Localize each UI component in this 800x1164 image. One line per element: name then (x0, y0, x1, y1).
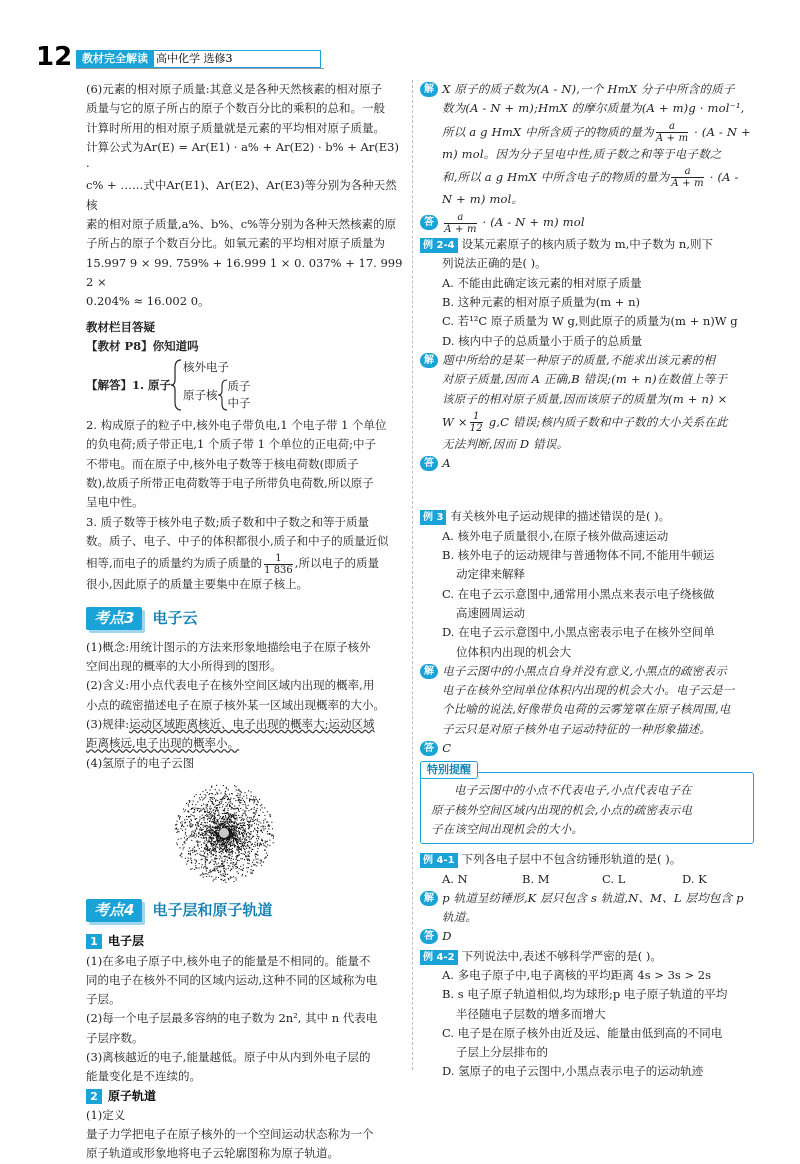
underlined-rule: 运动区域距离核近、电子出现的概率大;运动区域 (129, 717, 375, 732)
subsection-heading (86, 1087, 404, 1106)
question-line (420, 235, 754, 254)
underlined-rule: 距离核远,电子出现的概率小。 (86, 736, 240, 751)
text-fragment: W × (442, 414, 468, 429)
text-line: 量子力学把电子在原子核外的一个空间运动状态称为一个 (86, 1127, 374, 1142)
text-line: 电子在核外空间单位体积内出现的机会大小。电子云是一 (442, 683, 735, 698)
text-fragment: p 轨道呈纺锤形,K 层只包含 s 轨道,N、M、L 层均包含 p (442, 890, 744, 905)
text-line: 呈电中性。 (86, 495, 144, 510)
option: D. 氢原子的电子云图中,小黑点表示电子的运动轨迹 (442, 1064, 704, 1079)
question-line (420, 850, 754, 869)
option: D. 在电子云示意图中,小黑点密表示电子在核外空间单 (442, 625, 715, 640)
text-line: 质量与它的原子所占的原子个数百分比的乘积的总和。一般 (86, 101, 385, 116)
text-line: (1)在多电子原子中,核外电子的能量是不相同的。能量不 (86, 953, 371, 968)
text-line (420, 164, 754, 190)
text-fragment: (3)规律: (86, 717, 130, 732)
text-line (420, 409, 754, 435)
textbook-reference: 【教材 P8】你知道吗 (86, 338, 199, 353)
solution-2 (420, 351, 754, 473)
text-line: 不带电。而在原子中,核外电子数等于核电荷数(即质子 (86, 456, 359, 471)
option: C. 若¹²C 原子质量为 W g,则此原子的质量为(m + n)W g (442, 314, 738, 329)
column-divider (412, 80, 413, 1070)
example-3 (420, 507, 754, 661)
page-number: 12 (36, 42, 73, 72)
option: B. 核外电子的运动规律与普通物体不同,不能用牛顿运 (442, 548, 715, 563)
answer-tag: 答 (420, 215, 438, 230)
option: B. s 电子原子轨道相似,均为球形;p 电子原子轨道的平均 (442, 987, 728, 1002)
fraction (264, 553, 293, 576)
text-line: 很小,因此原子的质量主要集中在原子核上。 (86, 577, 309, 592)
option: D. 核内中子的总质量小于质子的总质量 (442, 333, 643, 348)
text-line: 0.204% ≈ 16.002 0。 (86, 294, 210, 309)
option: B. M (522, 871, 550, 886)
special-tip-box (420, 763, 754, 844)
text-line: 同的电子在核外不同的区域内运动,这种不同的区域称为电 (86, 972, 378, 987)
text-line (420, 119, 754, 145)
solution-tag: 解 (420, 664, 438, 679)
fraction-num: 1 (473, 411, 480, 423)
text-fragment: 下列说法中,表述不够科学严密的是( )。 (461, 948, 662, 963)
subsection-heading (86, 932, 404, 951)
text-line: 3. 质子数等于核外电子数;质子数和中子数之和等于质量 (86, 514, 369, 529)
column-title: 教材栏目答疑 (86, 319, 155, 334)
option-cont: 半径随电子层数的增多而增大 (456, 1006, 606, 1021)
option: A. 不能由此确定该元素的相对原子质量 (442, 275, 642, 290)
text-line: 个比喻的说法,好像带负电荷的云雾笼罩在原子核周围,电 (442, 702, 731, 717)
text-line: 素的相对原子质量,a%、b%、c%等分别为各种天然核素的原 (86, 217, 397, 232)
text-fragment: 题中所给的是某一种原子的质量,不能求出该元素的相 (442, 352, 716, 367)
option-cont: 子层上分层排布的 (456, 1045, 548, 1060)
text-line: 计算时所用的相对原子质量就是元素的平均相对原子质量。 (86, 120, 385, 135)
section-p6 (86, 80, 404, 312)
text-line: 能量变化是不连续的。 (86, 1069, 201, 1084)
kaodian-badge: 考点3 (86, 607, 142, 630)
subsection-title: 电子层 (108, 934, 145, 949)
text-line: 轨道。 (442, 910, 478, 925)
answer-tag: 答 (420, 741, 438, 756)
text-fragment: 设某元素原子的核内质子数为 m,中子数为 n,则下 (461, 237, 713, 252)
question-line (420, 507, 754, 526)
text-line: 原子核外空间区域内出现的机会,小点的疏密表示电 (431, 802, 693, 817)
fraction-num: a (457, 211, 464, 223)
text-line: 对原子质量,因而 A 正确,B 错误;(m + n)在数值上等于 (442, 372, 728, 387)
text-line (86, 715, 404, 734)
text-line: 小点的疏密描述电子在原子核外某一区域出现概率的大小。 (86, 697, 385, 712)
example-tag: 例 2-4 (420, 238, 458, 253)
fraction-num: a (669, 121, 676, 133)
fraction (671, 166, 703, 189)
text-line: 电子云图中的小点不代表电子,小点代表电子在 (454, 783, 692, 798)
text-fragment: 电子云图中的小黑点自身并没有意义,小黑点的疏密表示 (442, 663, 727, 678)
text-line (420, 889, 754, 908)
header-tag: 教材完全解读 (76, 50, 154, 68)
text-fragment: 和,所以 a g HmX 中所含电子的物质的量为 (442, 169, 670, 184)
number-badge: 2 (86, 1089, 102, 1104)
tree-outer: 核外电子 (183, 360, 230, 375)
fraction-den: A + m (655, 133, 689, 145)
text-line: 列说法正确的是( )。 (442, 256, 547, 271)
text-line: 无法判断,因而 D 错误。 (442, 436, 569, 451)
answer-1 (420, 209, 754, 235)
fraction-num: a (684, 166, 691, 178)
example-tag: 例 3 (420, 510, 446, 525)
answer-value: A (442, 456, 451, 471)
kaodian-title: 电子云 (152, 608, 198, 627)
text-line (420, 80, 754, 99)
solution-3 (420, 662, 754, 758)
solution-4 (420, 889, 754, 947)
fraction-den: 1 836 (264, 564, 293, 576)
text-line: 计算公式为Ar(E) = Ar(E1) · a% + Ar(E2) · b% + Ar(E3) · (86, 139, 399, 174)
right-column (420, 80, 754, 1082)
option: A. N (442, 871, 468, 886)
text-line: 子所占的原子个数百分比。如氧元素的平均相对原子质量为 (86, 236, 385, 251)
text-line: (6)元素的相对原子质量:其意义是各种天然核素的相对原子 (86, 82, 383, 96)
tree-proton: 质子 (227, 379, 251, 394)
solution-tag: 解 (420, 353, 438, 368)
electron-cloud-figure (164, 781, 284, 885)
answer-label: 【解答】1. 原子 (86, 377, 172, 392)
text-line: 该原子的相对原子质量,因而该原子的质量为(m + n) × (442, 391, 728, 406)
section-s1 (86, 932, 404, 1164)
text-line: (3)离核越近的电子,能量越低。原子中从内到外电子层的 (86, 1049, 371, 1064)
tree-nucleus: 原子核 (183, 387, 218, 402)
text-fragment: 所以 a g HmX 中所含质子的物质的量为 (442, 124, 654, 139)
kaodian-3-heading (86, 607, 404, 630)
tree-neutron: 中子 (227, 396, 251, 411)
answer-4 (420, 927, 754, 946)
option: C. L (602, 871, 626, 886)
fraction-den: A + m (671, 178, 704, 190)
text-line: (1)定义 (86, 1107, 126, 1122)
kaodian-title: 电子层和原子轨道 (152, 900, 273, 919)
brace-icon (218, 378, 228, 412)
text-fragment: · (A - (705, 169, 739, 184)
solution-1 (420, 80, 754, 235)
example-tag: 例 4-2 (420, 950, 458, 965)
fraction-den: 12 (469, 423, 483, 435)
answer-3 (420, 739, 754, 758)
option: C. 在电子云示意图中,通常用小黑点来表示电子绕核做 (442, 586, 715, 601)
header-subject: 高中化学 选修3 (142, 50, 321, 68)
text-line: 空间出现的概率的大小所得到的图形。 (86, 659, 282, 674)
text-line: 2. 构成原子的粒子中,核外电子带负电,1 个电子带 1 个单位 (86, 418, 387, 433)
option: C. 电子是在原子核外由近及远、能量由低到高的不同电 (442, 1025, 723, 1040)
example-4-2 (420, 947, 754, 1082)
text-line: (2)含义:用小点代表电子在核外空间区域内出现的概率,用 (86, 678, 375, 693)
text-fragment: g,C 错误;核内质子数和中子数的大小关系在此 (484, 414, 728, 429)
fraction-num: 1 (275, 552, 282, 564)
solution-tag: 解 (420, 891, 438, 906)
example-4-1 (420, 850, 754, 889)
text-line: (2)每一个电子层最多容纳的电子数为 2n², 其中 n 代表电 (86, 1011, 378, 1026)
text-line: m) mol。因为分子呈电中性,质子数之和等于电子数之 (442, 146, 722, 161)
header-rule (76, 68, 324, 69)
option-cont: 高速圆周运动 (456, 605, 525, 620)
option: A. 核外电子质量很小,在原子核外做高速运动 (442, 528, 669, 543)
fraction (444, 212, 476, 235)
answer-tag: 答 (420, 929, 438, 944)
example-tag: 例 4-1 (420, 853, 458, 868)
hydrogen-electron-cloud-image (164, 781, 284, 885)
fraction (470, 411, 483, 434)
brace-icon (171, 358, 183, 412)
text-line (420, 662, 754, 681)
text-fragment: 有关核外电子运动规律的描述错误的是( )。 (450, 509, 671, 524)
text-line: c% + ……式中Ar(E1)、Ar(E2)、Ar(E3)等分别为各种天然核 (86, 178, 397, 212)
section-p3 (86, 513, 404, 595)
section-kd3 (86, 638, 404, 773)
answer-tag: 答 (420, 456, 438, 471)
text-line (86, 551, 404, 575)
text-line: 数。质子、电子、中子的体积都很小,质子和中子的质量近似 (86, 533, 389, 548)
fraction (656, 121, 688, 144)
option: B. 这种元素的相对原子质量为(m + n) (442, 295, 640, 310)
text-fragment: 相等,而电子的质量约为质子质量的 (86, 556, 263, 571)
kaodian-4-heading (86, 899, 404, 922)
left-column (86, 80, 404, 1164)
option-cont: 位体积内出现的机会大 (456, 644, 571, 659)
special-tip-label: 特别提醒 (420, 761, 478, 779)
text-line: 15.997 9 × 99. 759% + 16.999 1 × 0. 037% + 17. 999 2 × (86, 255, 403, 289)
text-line: (4)氢原子的电子云图 (86, 755, 195, 770)
text-line: 的负电荷;质子带正电,1 个质子带 1 个单位的正电荷;中子 (86, 437, 377, 452)
question-line (420, 947, 754, 966)
option: D. K (682, 871, 707, 886)
option-cont: 动定律来解释 (456, 567, 525, 582)
text-line: 子云只是对原子核外电子运动特征的一种形象描述。 (442, 721, 712, 736)
text-line: 子在该空间出现机会的大小。 (431, 821, 584, 836)
atom-structure-tree (86, 356, 404, 414)
text-line: 子层序数。 (86, 1030, 144, 1045)
fraction-den: A + m (444, 223, 477, 235)
answer-2 (420, 454, 754, 473)
answer-value: C (442, 741, 452, 756)
kaodian-badge: 考点4 (86, 899, 142, 922)
text-line: 数为(A - N + m);HmX 的摩尔质量为(A + m)g · mol⁻¹, (442, 101, 745, 116)
example-2-4 (420, 235, 754, 351)
answer-value: D (442, 929, 452, 944)
solution-tag: 解 (420, 82, 438, 97)
text-line: 原子轨道或形象地将电子云轮廓图称为原子轨道。 (86, 1146, 339, 1161)
text-line: N + m) mol。 (442, 191, 524, 206)
option: A. 多电子原子中,电子离核的平均距离 4s > 3s > 2s (442, 967, 711, 982)
number-badge: 1 (86, 934, 102, 949)
text-line: 数),故质子所带正电荷数等于电子所带负电荷数,所以原子 (86, 476, 374, 491)
text-line (86, 734, 404, 753)
text-fragment: ,所以电子的质量 (294, 556, 379, 571)
text-line: 子层。 (86, 992, 121, 1007)
options-row (420, 870, 754, 889)
section-p2 (86, 416, 404, 512)
text-fragment: · (A - N + m) mol (478, 215, 585, 230)
text-line (420, 351, 754, 370)
text-line: (1)概念:用统计图示的方法来形象地描绘电子在原子核外 (86, 639, 371, 654)
text-fragment: · (A - N + (690, 124, 751, 139)
subsection-title: 原子轨道 (108, 1088, 157, 1103)
text-fragment: X 原子的质子数为(A - N),一个 HmX 分子中所含的质子 (442, 82, 735, 96)
text-fragment: 下列各电子层中不包含纺锤形轨道的是( )。 (461, 852, 682, 867)
